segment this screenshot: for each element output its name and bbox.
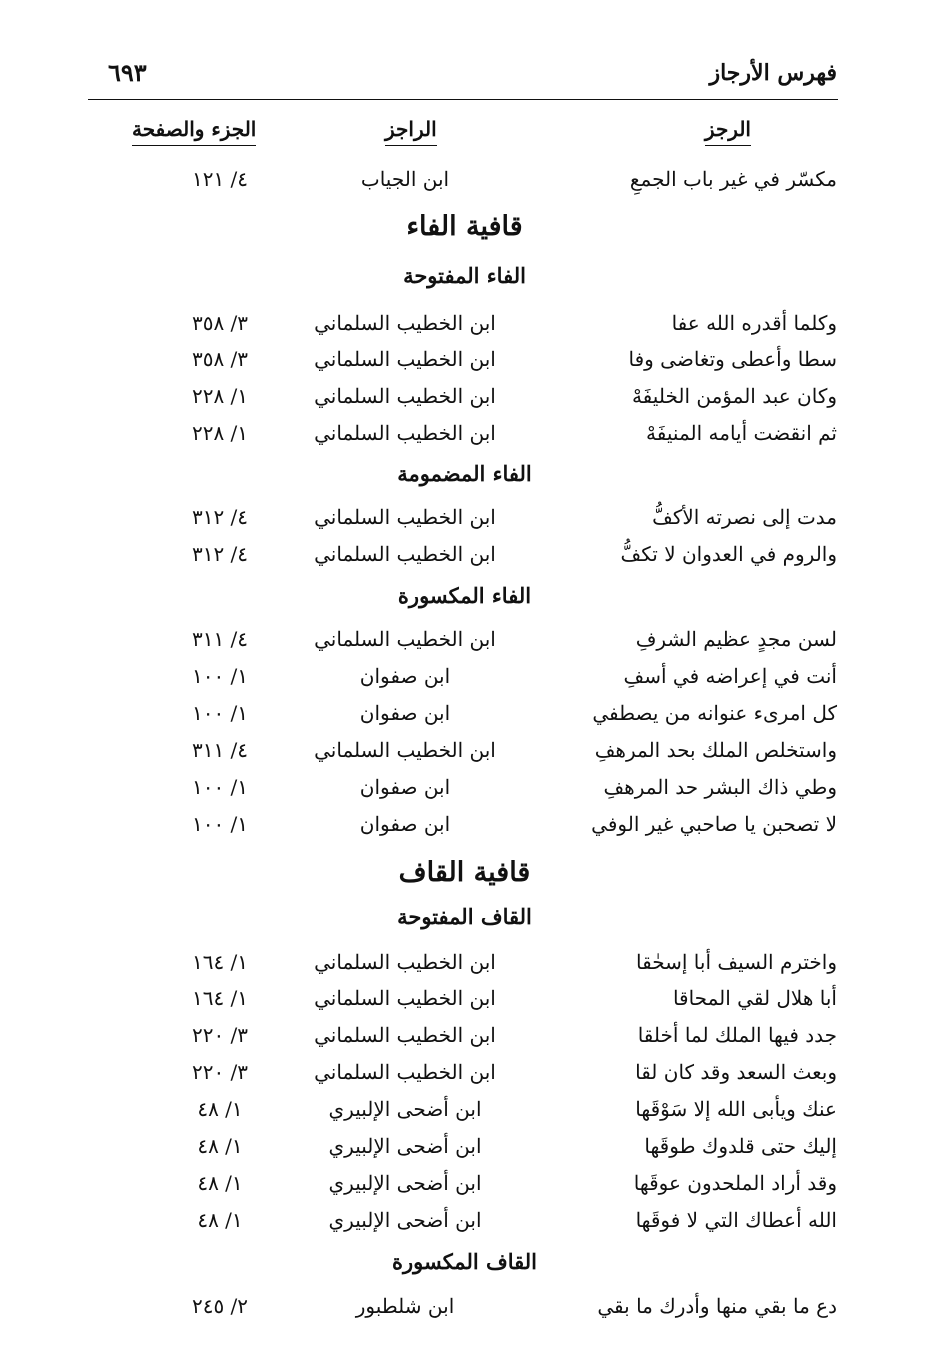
- poet-name: ابن الخطيب السلماني: [314, 1060, 496, 1084]
- volume-page-ref: ١/ ١٠٠: [191, 812, 249, 836]
- volume-page-ref: ٤/ ٣١١: [191, 627, 249, 651]
- rajaz-text: إليك حتى قلدوك طوقَها: [644, 1134, 837, 1158]
- index-row: [0, 1171, 929, 1207]
- index-row: [0, 1060, 929, 1096]
- poet-name: ابن أضحى الإلبيري: [328, 1171, 482, 1195]
- index-row: [0, 347, 929, 383]
- volume-page-ref: ١/ ٤٨: [197, 1134, 243, 1158]
- volume-page-ref: ٣/ ٣٥٨: [191, 311, 249, 335]
- poet-name: ابن صفوان: [359, 812, 451, 836]
- poet-name: ابن صفوان: [359, 775, 451, 799]
- poet-name: ابن الخطيب السلماني: [314, 347, 496, 371]
- index-row: [0, 384, 929, 420]
- index-row: [0, 812, 929, 848]
- rajaz-text: وقد أراد الملحدون عوقَها: [633, 1171, 837, 1195]
- volume-page-ref: ١/ ١٦٤: [191, 950, 249, 974]
- index-row: [0, 542, 929, 578]
- section-title-qaf: قافية القاف: [398, 857, 531, 888]
- rajaz-text: ثم انقضت أيامه المنيفَهْ: [646, 421, 837, 445]
- rajaz-text: مكسّر في غير باب الجمعِ: [629, 167, 837, 191]
- volume-page-ref: ١/ ١٦٤: [191, 986, 249, 1010]
- subsection-qaf-maftuha: القاف المفتوحة: [397, 904, 532, 929]
- index-row: [0, 1023, 929, 1059]
- poet-name: ابن الجياب: [360, 167, 450, 191]
- poet-name: ابن الخطيب السلماني: [314, 384, 496, 408]
- index-row: [0, 1134, 929, 1170]
- rajaz-text: لسن مجدٍ عظيم الشرفِ: [635, 627, 837, 651]
- subsection-fa-maftuha: الفاء المفتوحة: [403, 263, 526, 288]
- volume-page-ref: ١/ ١٠٠: [191, 701, 249, 725]
- index-row: [0, 1294, 929, 1330]
- poet-name: ابن الخطيب السلماني: [314, 738, 496, 762]
- rajaz-text: مدت إلى نصرته الأكفُّ: [652, 505, 837, 529]
- volume-page-ref: ١/ ٤٨: [197, 1208, 243, 1232]
- volume-page-ref: ١/ ١٠٠: [191, 664, 249, 688]
- index-row: [0, 627, 929, 663]
- volume-page-ref: ١/ ٢٢٨: [191, 384, 249, 408]
- index-row: [0, 738, 929, 774]
- rajaz-text: أنت في إعراضه في أسفِ: [623, 664, 837, 688]
- index-row: [0, 950, 929, 986]
- section-title-fa: قافية الفاء: [406, 211, 523, 242]
- index-row: [0, 421, 929, 457]
- poet-name: ابن الخطيب السلماني: [314, 542, 496, 566]
- index-row: [0, 775, 929, 811]
- rajaz-text: كل امرىء عنوانه من يصطفي: [592, 701, 837, 725]
- volume-page-ref: ١/ ٤٨: [197, 1171, 243, 1195]
- rajaz-text: واخترم السيف أبا إسحٰقا: [636, 950, 837, 974]
- index-row: [0, 167, 929, 203]
- poet-name: ابن الخطيب السلماني: [314, 1023, 496, 1047]
- poet-name: ابن صفوان: [359, 701, 451, 725]
- volume-page-ref: ٤/ ٣١٢: [191, 542, 249, 566]
- volume-page-ref: ٤/ ٣١٢: [191, 505, 249, 529]
- poet-name: ابن أضحى الإلبيري: [328, 1134, 482, 1158]
- index-row: [0, 701, 929, 737]
- subsection-fa-maksura: الفاء المكسورة: [397, 583, 532, 608]
- poet-name: ابن الخطيب السلماني: [314, 986, 496, 1010]
- volume-page-ref: ١/ ١٠٠: [191, 775, 249, 799]
- volume-page-ref: ١/ ٢٢٨: [191, 421, 249, 445]
- volume-page-ref: ١/ ٤٨: [197, 1097, 243, 1121]
- volume-page-ref: ٤/ ٣١١: [191, 738, 249, 762]
- index-row: [0, 986, 929, 1022]
- rajaz-text: والروم في العدوان لا تكفُّ: [620, 542, 837, 566]
- column-header-rajaz: الرجز: [705, 117, 751, 146]
- column-header-poet: الراجز: [385, 117, 437, 146]
- rajaz-text: الله أعطاك التي لا فوقَها: [635, 1208, 837, 1232]
- poet-name: ابن صفوان: [359, 664, 451, 688]
- index-row: [0, 505, 929, 541]
- rajaz-text: عنك ويأبى الله إلا سَوْقَها: [635, 1097, 837, 1121]
- poet-name: ابن الخطيب السلماني: [314, 311, 496, 335]
- poet-name: ابن الخطيب السلماني: [314, 505, 496, 529]
- poet-name: ابن الخطيب السلماني: [314, 421, 496, 445]
- volume-page-ref: ٣/ ٣٥٨: [191, 347, 249, 371]
- rajaz-text: سطا وأعطى وتغاضى وفا: [628, 347, 837, 371]
- volume-page-ref: ٢/ ٢٤٥: [191, 1294, 249, 1318]
- column-header-volume-page: الجزء والصفحة: [132, 117, 256, 146]
- poet-name: ابن أضحى الإلبيري: [328, 1097, 482, 1121]
- volume-page-ref: ٣/ ٢٢٠: [191, 1060, 249, 1084]
- volume-page-ref: ٤/ ١٢١: [191, 167, 249, 191]
- subsection-qaf-maksura: القاف المكسورة: [391, 1249, 538, 1274]
- rajaz-text: وطي ذاك البشر حد المرهفِ: [603, 775, 837, 799]
- rajaz-text: جدد فيها الملك لما أخلقا: [637, 1023, 837, 1047]
- page-number: ٦٩٣: [108, 58, 147, 87]
- rajaz-text: وكان عبد المؤمن الخليفَهْ: [631, 384, 837, 408]
- rajaz-text: وبعث السعد وقد كان لقا: [635, 1060, 837, 1084]
- rajaz-text: أبا هلال لقي المحاقا: [672, 986, 837, 1010]
- poet-name: ابن الخطيب السلماني: [314, 627, 496, 651]
- rajaz-text: لا تصحبن يا صاحبي غير الوفي: [591, 812, 837, 836]
- index-row: [0, 664, 929, 700]
- page-header-title: فهرس الأرجاز: [709, 60, 837, 86]
- rajaz-text: واستخلص الملك بحد المرهفِ: [594, 738, 837, 762]
- header-divider: [88, 99, 838, 100]
- index-row: [0, 1097, 929, 1133]
- subsection-fa-madmuma: الفاء المضمومة: [397, 461, 532, 486]
- index-row: [0, 1208, 929, 1244]
- poet-name: ابن أضحى الإلبيري: [328, 1208, 482, 1232]
- rajaz-text: وكلما أقدره الله عفا: [671, 311, 837, 335]
- rajaz-text: دع ما بقي منها وأدرك ما بقي: [597, 1294, 837, 1318]
- index-row: [0, 311, 929, 347]
- poet-name: ابن الخطيب السلماني: [314, 950, 496, 974]
- volume-page-ref: ٣/ ٢٢٠: [191, 1023, 249, 1047]
- poet-name: ابن شلطبور: [355, 1294, 455, 1318]
